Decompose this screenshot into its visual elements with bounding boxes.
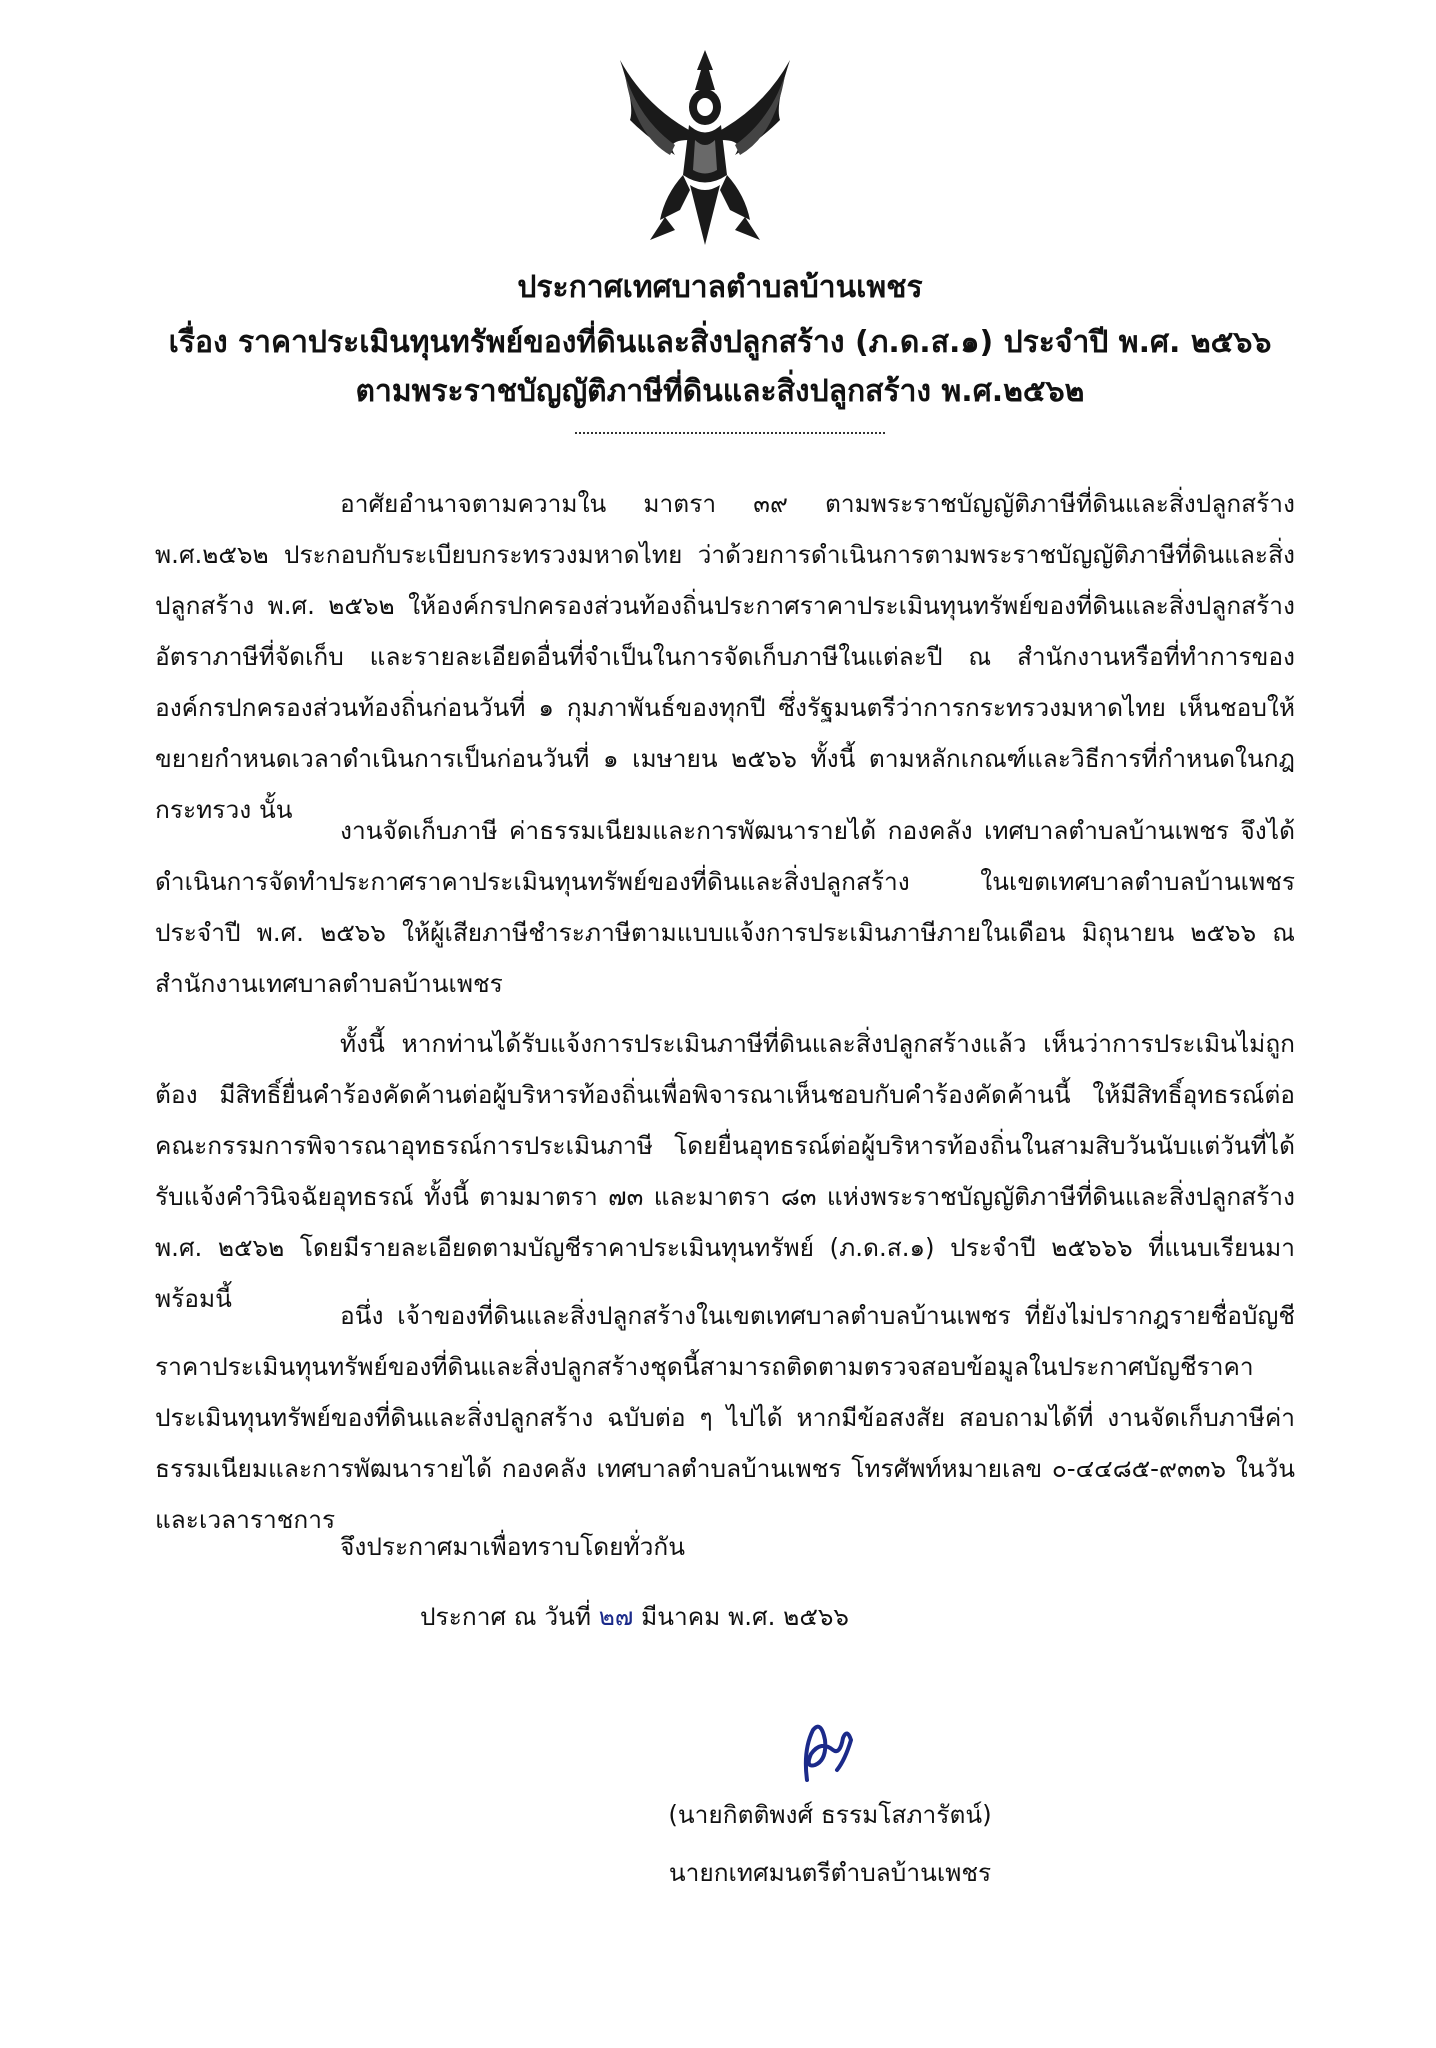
paragraph-3-text: ทั้งนี้ หากท่านได้รับแจ้งการประเมินภาษีที่ดินและสิ่งปลูกสร้างแล้ว เห็นว่าการประเมินไม่ถูกต้อง มีสิทธิ์ยื่นคำร้องคัดค้านต่อผู้บริหารท้องถิ่นเพื่อพิจารณาเห็นชอบกับคำร้องคัดค้านนี้ ให้มีสิทธิ์อุทธรณ์ต่อคณะกรรมการพิจารณาอุทธรณ์การประเมินภาษี โดยยื่นอุทธรณ์ต่อผู้บริหารท้องถิ่นในสามสิบวันนับแต่วันที่ได้รับแจ้งคำวินิจฉัยอุทธรณ์ ทั้งนี้ ตามมาตรา ๗๓ และมาตรา ๘๓ แห่งพระราชบัญญัติภาษีที่ดินและสิ่งปลูกสร้าง พ.ศ. ๒๕๖๒ โดยมีรายละเอียดตามบัญชีราคาประเมินทุนทรัพย์ (ภ.ด.ส.๑) ประจำปี ๒๕๖๖๖ ที่แนบเรียนมาพร้อมนี้ [155,1029,1295,1313]
paragraph-1 [155,478,1295,835]
paragraph-2 [155,805,1295,1009]
paragraph-4 [155,1290,1295,1545]
title-divider [575,432,885,434]
document-title: ประกาศเทศบาลตำบลบ้านเพชร [517,270,923,305]
paragraph-1-text: อาศัยอำนาจตามความใน มาตรา ๓๙ ตามพระราชบัญญัติภาษีที่ดินและสิ่งปลูกสร้าง พ.ศ.๒๕๖๒ ประกอบกับระเบียบกระทรวงมหาดไทย ว่าด้วยการดำเนินการตามพระราชบัญญัติภาษีที่ดินและสิ่งปลูกสร้าง พ.ศ. ๒๕๖๒ ให้องค์กรปกครองส่วนท้องถิ่นประกาศราคาประเมินทุนทรัพย์ของที่ดินและสิ่งปลูกสร้าง อัตราภาษีที่จัดเก็บ และรายละเอียดอื่นที่จำเป็นในการจัดเก็บภาษีในแต่ละปี ณ สำนักงานหรือที่ทำการขององค์กรปกครองส่วนท้องถิ่นก่อนวันที่ ๑ กุมภาพันธ์ของทุกปี ซึ่งรัฐมนตรีว่าการกระทรวงมหาดไทย เห็นชอบให้ขยายกำหนดเวลาดำเนินการเป็นก่อนวันที่ ๑ เมษายน ๒๕๖๖ ทั้งนี้ ตามหลักเกณฑ์และวิธีการที่กำหนดในกฎกระทรวง นั้น [155,489,1295,824]
closing-announcement: จึงประกาศมาเพื่อทราบโดยทั่วกัน [340,1532,686,1561]
signatory-position: นายกเทศมนตรีตำบลบ้านเพชร [668,1858,992,1887]
paragraph-2-text: งานจัดเก็บภาษี ค่าธรรมเนียมและการพัฒนารายได้ กองคลัง เทศบาลตำบลบ้านเพชร จึงได้ดำเนินการจัดทำประกาศราคาประเมินทุนทรัพย์ของที่ดินและสิ่งปลูกสร้าง ในเขตเทศบาลตำบลบ้านเพชร ประจำปี พ.ศ. ๒๕๖๖ ให้ผู้เสียภาษีชำระภาษีตามแบบแจ้งการประเมินภาษีภายในเดือน มิถุนายน ๒๕๖๖ ณ สำนักงานเทศบาลตำบลบ้านเพชร [155,816,1295,998]
document-legal-basis: ตามพระราชบัญญัติภาษีที่ดินและสิ่งปลูกสร้าง พ.ศ.๒๕๖๒ [355,374,1085,409]
signature-icon [785,1710,865,1790]
document-subject: เรื่อง ราคาประเมินทุนทรัพย์ของที่ดินและสิ่งปลูกสร้าง (ภ.ด.ส.๑) ประจำปี พ.ศ. ๒๕๖๖ [168,325,1272,360]
date-day: ๒๗ [598,1602,634,1631]
date-prefix: ประกาศ ณ วันที่ [420,1602,599,1631]
signatory-name: (นายกิตติพงศ์ ธรรมโสภารัตน์) [668,1800,992,1829]
announcement-date [420,1597,849,1637]
paragraph-4-text: อนึ่ง เจ้าของที่ดินและสิ่งปลูกสร้างในเขตเทศบาลตำบลบ้านเพชร ที่ยังไม่ปรากฎรายชื่อบัญชีราคาประเมินทุนทรัพย์ของที่ดินและสิ่งปลูกสร้างชุดนี้สามารถติดตามตรวจสอบข้อมูลในประกาศบัญชีราคาประเมินทุนทรัพย์ของที่ดินและสิ่งปลูกสร้าง ฉบับต่อ ๆ ไปได้ หากมีข้อสงสัย สอบถามได้ที่ งานจัดเก็บภาษีค่าธรรมเนียมและการพัฒนารายได้ กองคลัง เทศบาลตำบลบ้านเพชร โทรศัพท์หมายเลข ๐-๔๔๘๕-๙๓๓๖ ในวันและเวลาราชการ [155,1301,1295,1534]
garuda-emblem-icon [605,45,805,260]
date-suffix: มีนาคม พ.ศ. ๒๕๖๖ [633,1602,849,1631]
paragraph-3 [155,1018,1295,1324]
